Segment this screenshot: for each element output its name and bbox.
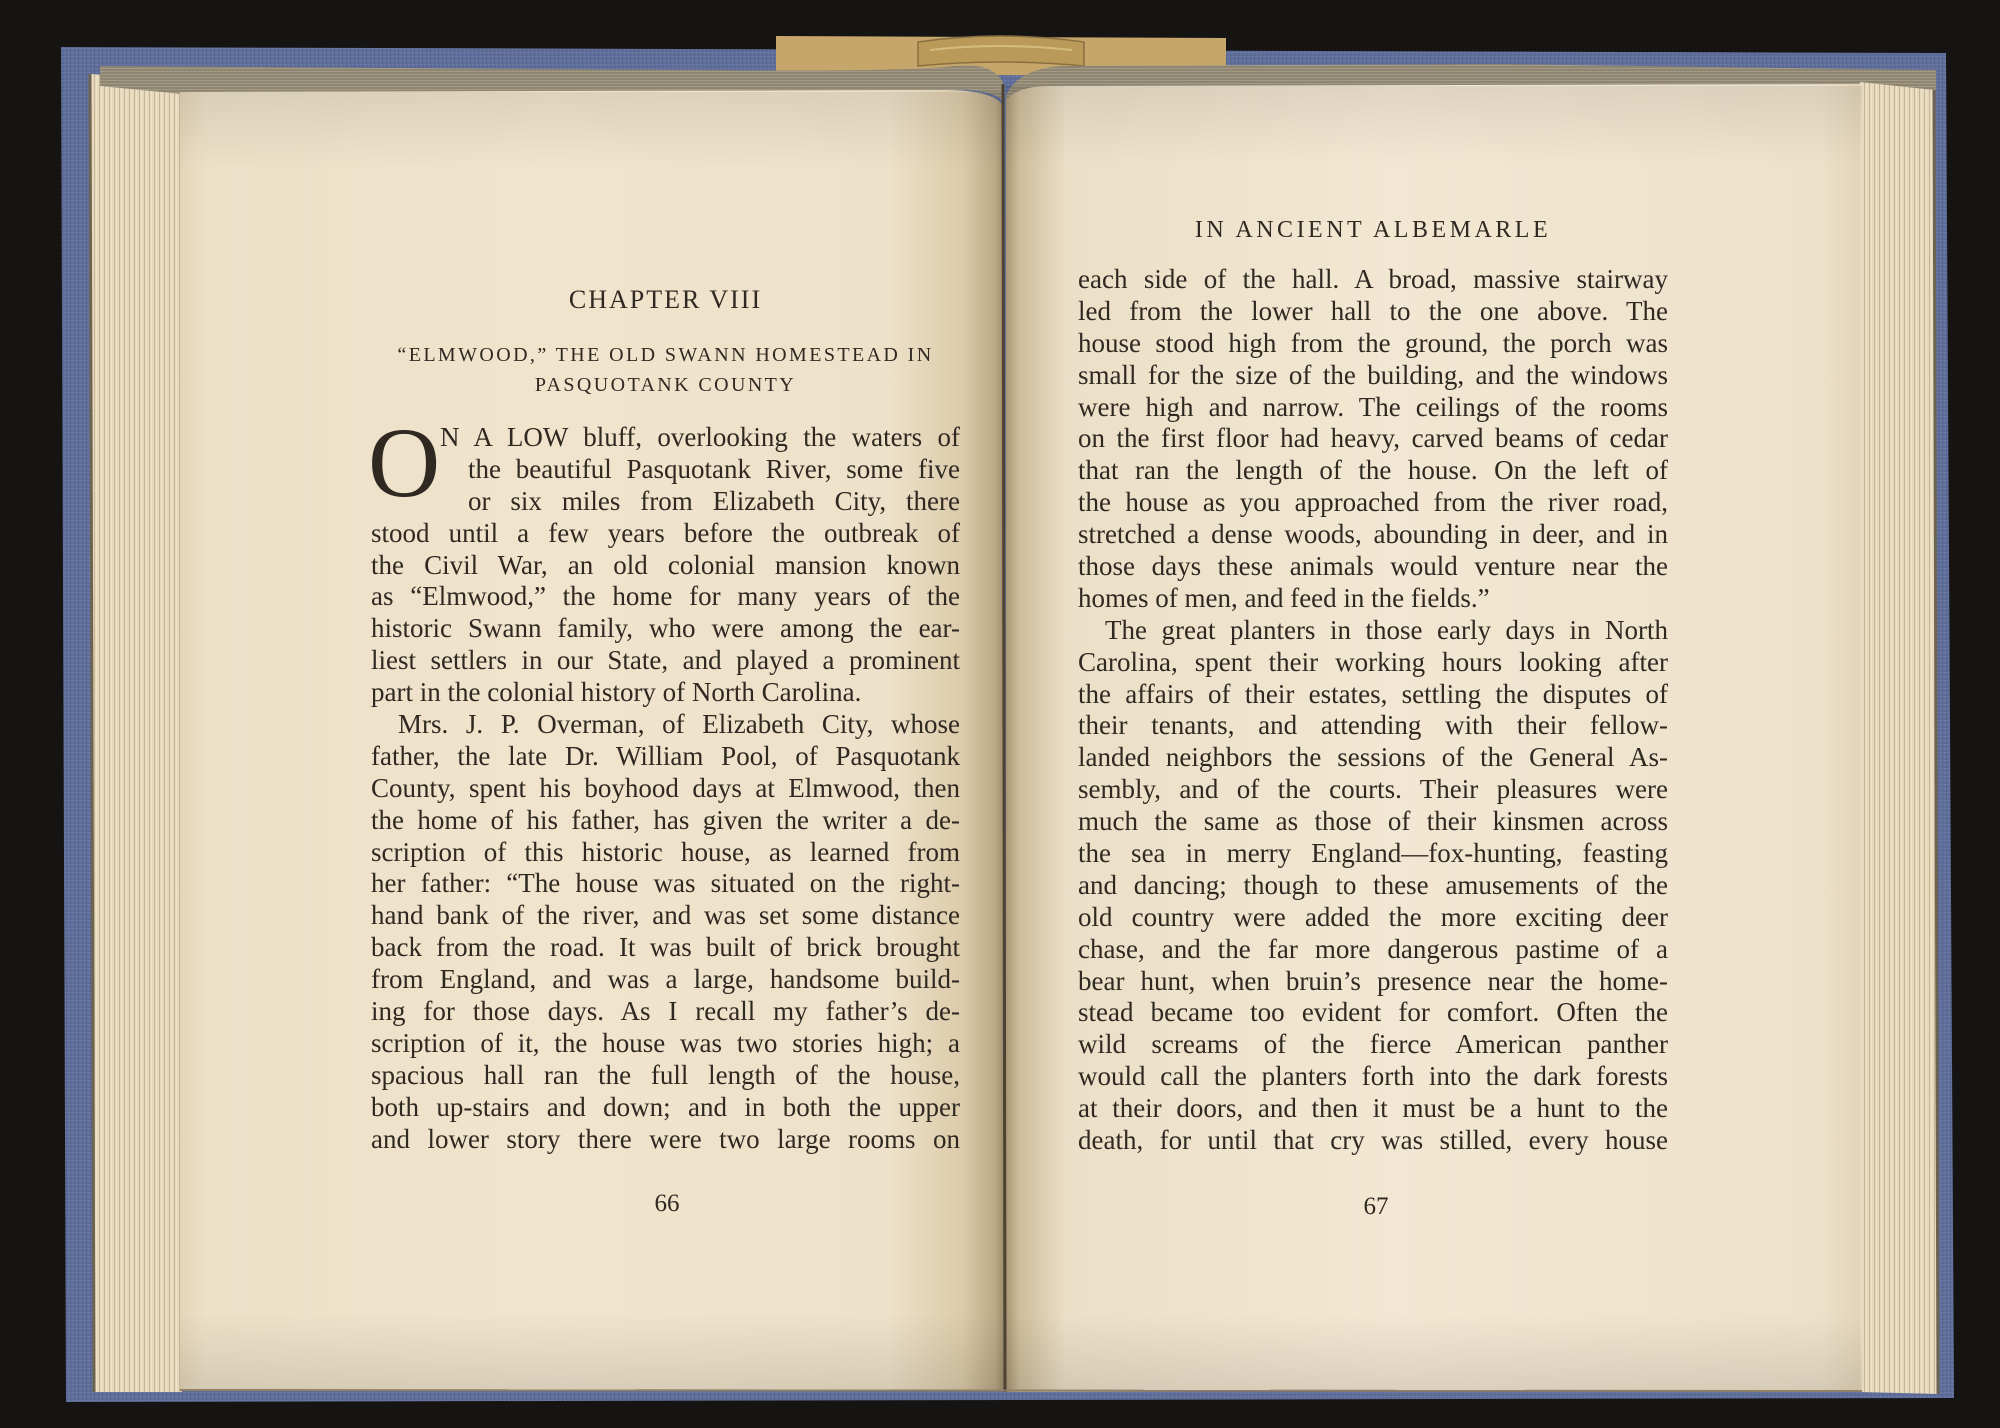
chapter-subtitle-line: “ELMWOOD,” THE OLD SWANN HOMESTEAD IN	[397, 344, 934, 366]
text-line: each side of the hall. A broad, massive stairway	[1078, 264, 1668, 294]
text-line: the sea in merry England—fox-hunting, feasting	[1078, 838, 1668, 869]
text-line: house stood high from the ground, the porch was	[1078, 327, 1668, 358]
text-line: liest settlers in our State, and played a prominent	[371, 645, 960, 676]
left-page-body	[371, 422, 960, 1155]
text-line: both up-stairs and down; and in both the upper	[371, 1091, 960, 1122]
text-line: the house as you approached from the river road,	[1078, 487, 1668, 518]
text-line: led from the lower hall to the one above. The	[1078, 295, 1668, 326]
text-line: the Civil War, an old colonial mansion known	[371, 549, 960, 580]
text-line: death, for until that cry was stilled, every house	[1078, 1125, 1668, 1156]
text-line: or six miles from Elizabeth City, there	[468, 485, 960, 516]
text-line: County, spent his boyhood days at Elmwood, then	[371, 772, 960, 803]
text-line: historic Swann family, who were among the ear-	[371, 613, 960, 644]
text-line: were high and narrow. The ceilings of the rooms	[1078, 391, 1668, 422]
text-line: their tenants, and attending with their fellow-	[1078, 710, 1668, 741]
text-line: those days these animals would venture near the	[1078, 551, 1668, 582]
text-line: sembly, and of the courts. Their pleasures were	[1078, 774, 1668, 805]
right-page-body	[1078, 264, 1668, 1157]
page-number-left: 66	[654, 1190, 680, 1217]
text-line: much the same as those of their kinsmen across	[1078, 806, 1668, 837]
chapter-heading: CHAPTER VIII	[568, 285, 763, 314]
text-line: ing for those days. As I recall my father’s de-	[371, 996, 960, 1027]
text-line: the affairs of their estates, settling the disputes of	[1078, 678, 1668, 709]
text-line: at their doors, and then it must be a hunt to the	[1078, 1093, 1668, 1124]
text-line: hand bank of the river, and was set some distance	[371, 900, 960, 931]
text-line: N A LOW bluff, overlooking the waters of	[440, 422, 960, 452]
text-line: that ran the length of the house. On the left of	[1078, 455, 1668, 486]
text-line: stood until a few years before the outbreak of	[371, 517, 960, 548]
text-line: stead became too evident for comfort. Often the	[1078, 997, 1668, 1028]
right-page-edges	[1860, 82, 1938, 1394]
text-line: stretched a dense woods, abounding in deer, and in	[1078, 519, 1668, 550]
text-line: small for the size of the building, and the windows	[1078, 359, 1668, 390]
text-line: homes of men, and feed in the fields.”	[1078, 582, 1490, 613]
text-line: part in the colonial history of North Carolina.	[371, 677, 862, 708]
text-line: scription of this historic house, as learned from	[371, 836, 960, 867]
drop-cap: O	[368, 407, 441, 518]
text-line: spacious hall ran the full length of the house,	[371, 1059, 960, 1090]
text-line: from England, and was a large, handsome build-	[371, 964, 960, 995]
text-line: the beautiful Pasquotank River, some five	[468, 453, 960, 484]
text-line: as “Elmwood,” the home for many years of the	[371, 581, 960, 612]
left-page-edges	[90, 74, 182, 1392]
text-line: Mrs. J. P. Overman, of Elizabeth City, whose	[398, 709, 960, 740]
text-line: scription of it, the house was two stories high; a	[371, 1027, 960, 1058]
text-line: and lower story there were two large rooms on	[371, 1123, 960, 1154]
running-head: IN ANCIENT ALBEMARLE	[1194, 217, 1552, 243]
page-number-right: 67	[1363, 1193, 1389, 1220]
text-line: father, the late Dr. William Pool, of Pasquotank	[371, 740, 960, 771]
chapter-subtitle-line: PASQUOTANK COUNTY	[534, 374, 797, 396]
text-line: and dancing; though to these amusements of the	[1078, 869, 1668, 900]
text-line: her father: “The house was situated on the right-	[371, 868, 960, 899]
text-line: bear hunt, when bruin’s presence near the home-	[1078, 965, 1668, 996]
spine-headband	[918, 36, 1084, 66]
text-line: the home of his father, has given the writer a de-	[371, 804, 960, 835]
text-line: would call the planters forth into the dark forests	[1078, 1061, 1668, 1092]
text-line: The great planters in those early days in North	[1105, 614, 1668, 645]
text-line: wild screams of the fierce American panther	[1078, 1029, 1668, 1060]
text-line: Carolina, spent their working hours looking after	[1078, 646, 1668, 677]
text-line: on the first floor had heavy, carved beams of cedar	[1078, 423, 1668, 454]
text-line: chase, and the far more dangerous pastime of a	[1078, 933, 1668, 964]
gutter-fold	[1003, 84, 1005, 1392]
text-line: old country were added the more exciting deer	[1078, 901, 1668, 932]
text-line: landed neighbors the sessions of the General As-	[1078, 742, 1668, 773]
text-line: back from the road. It was built of brick brought	[371, 932, 960, 963]
